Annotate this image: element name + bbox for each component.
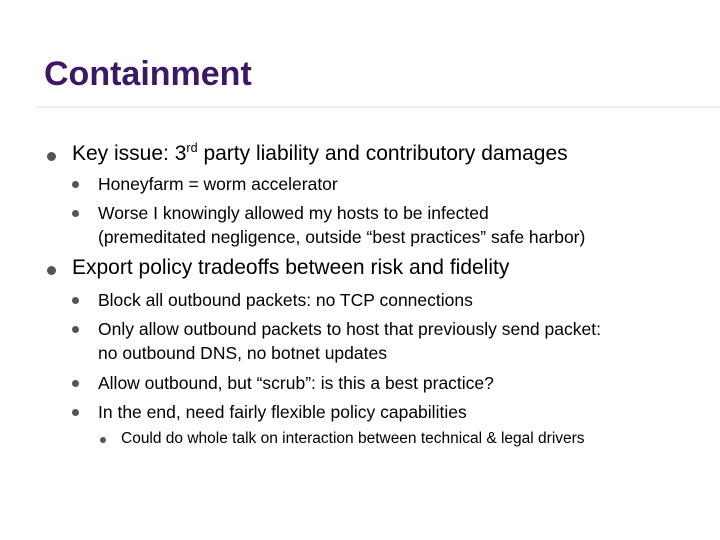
bullet-2-4-1-text: Could do whole talk on interaction between technical & legal drivers [121,430,585,447]
bullet-1-1-text: Honeyfarm = worm accelerator [98,174,338,194]
bullet-dot [72,181,79,188]
bullet-dot [72,409,79,416]
bullet-2-4-text: In the end, need fairly flexible policy capabilities [98,402,467,422]
bullet-2-text: Export policy tradeoffs between risk and fidelity [72,256,510,279]
bullet-dot [72,210,79,217]
bullet-dot [72,297,79,304]
bullet-dot [47,152,56,161]
bullet-1-text-b: party liability and contributory damages [197,142,568,165]
bullet-1-2-text: Worse I knowingly allowed my hosts to be infected [98,203,489,223]
title-divider [36,106,720,108]
bullet-1-superscript: rd [186,141,198,155]
bullet-1-text [72,142,568,166]
bullet-2-1-text: Block all outbound packets: no TCP connections [98,290,473,310]
bullet-dot [72,326,79,333]
bullet-2-3-text: Allow outbound, but “scrub”: is this a best practice? [98,373,494,393]
bullet-1-text-a: Key issue: 3 [72,142,187,165]
bullet-dot [47,266,56,275]
bullet-2-2-text-cont: no outbound DNS, no botnet updates [98,343,387,363]
bullet-1-2-text-cont: (premeditated negligence, outside “best practices” safe harbor) [98,227,586,247]
bullet-dot [100,437,106,443]
bullet-dot [72,380,79,387]
slide-title: Containment [44,55,252,93]
bullet-2-2-text: Only allow outbound packets to host that previously send packet: [98,319,601,339]
